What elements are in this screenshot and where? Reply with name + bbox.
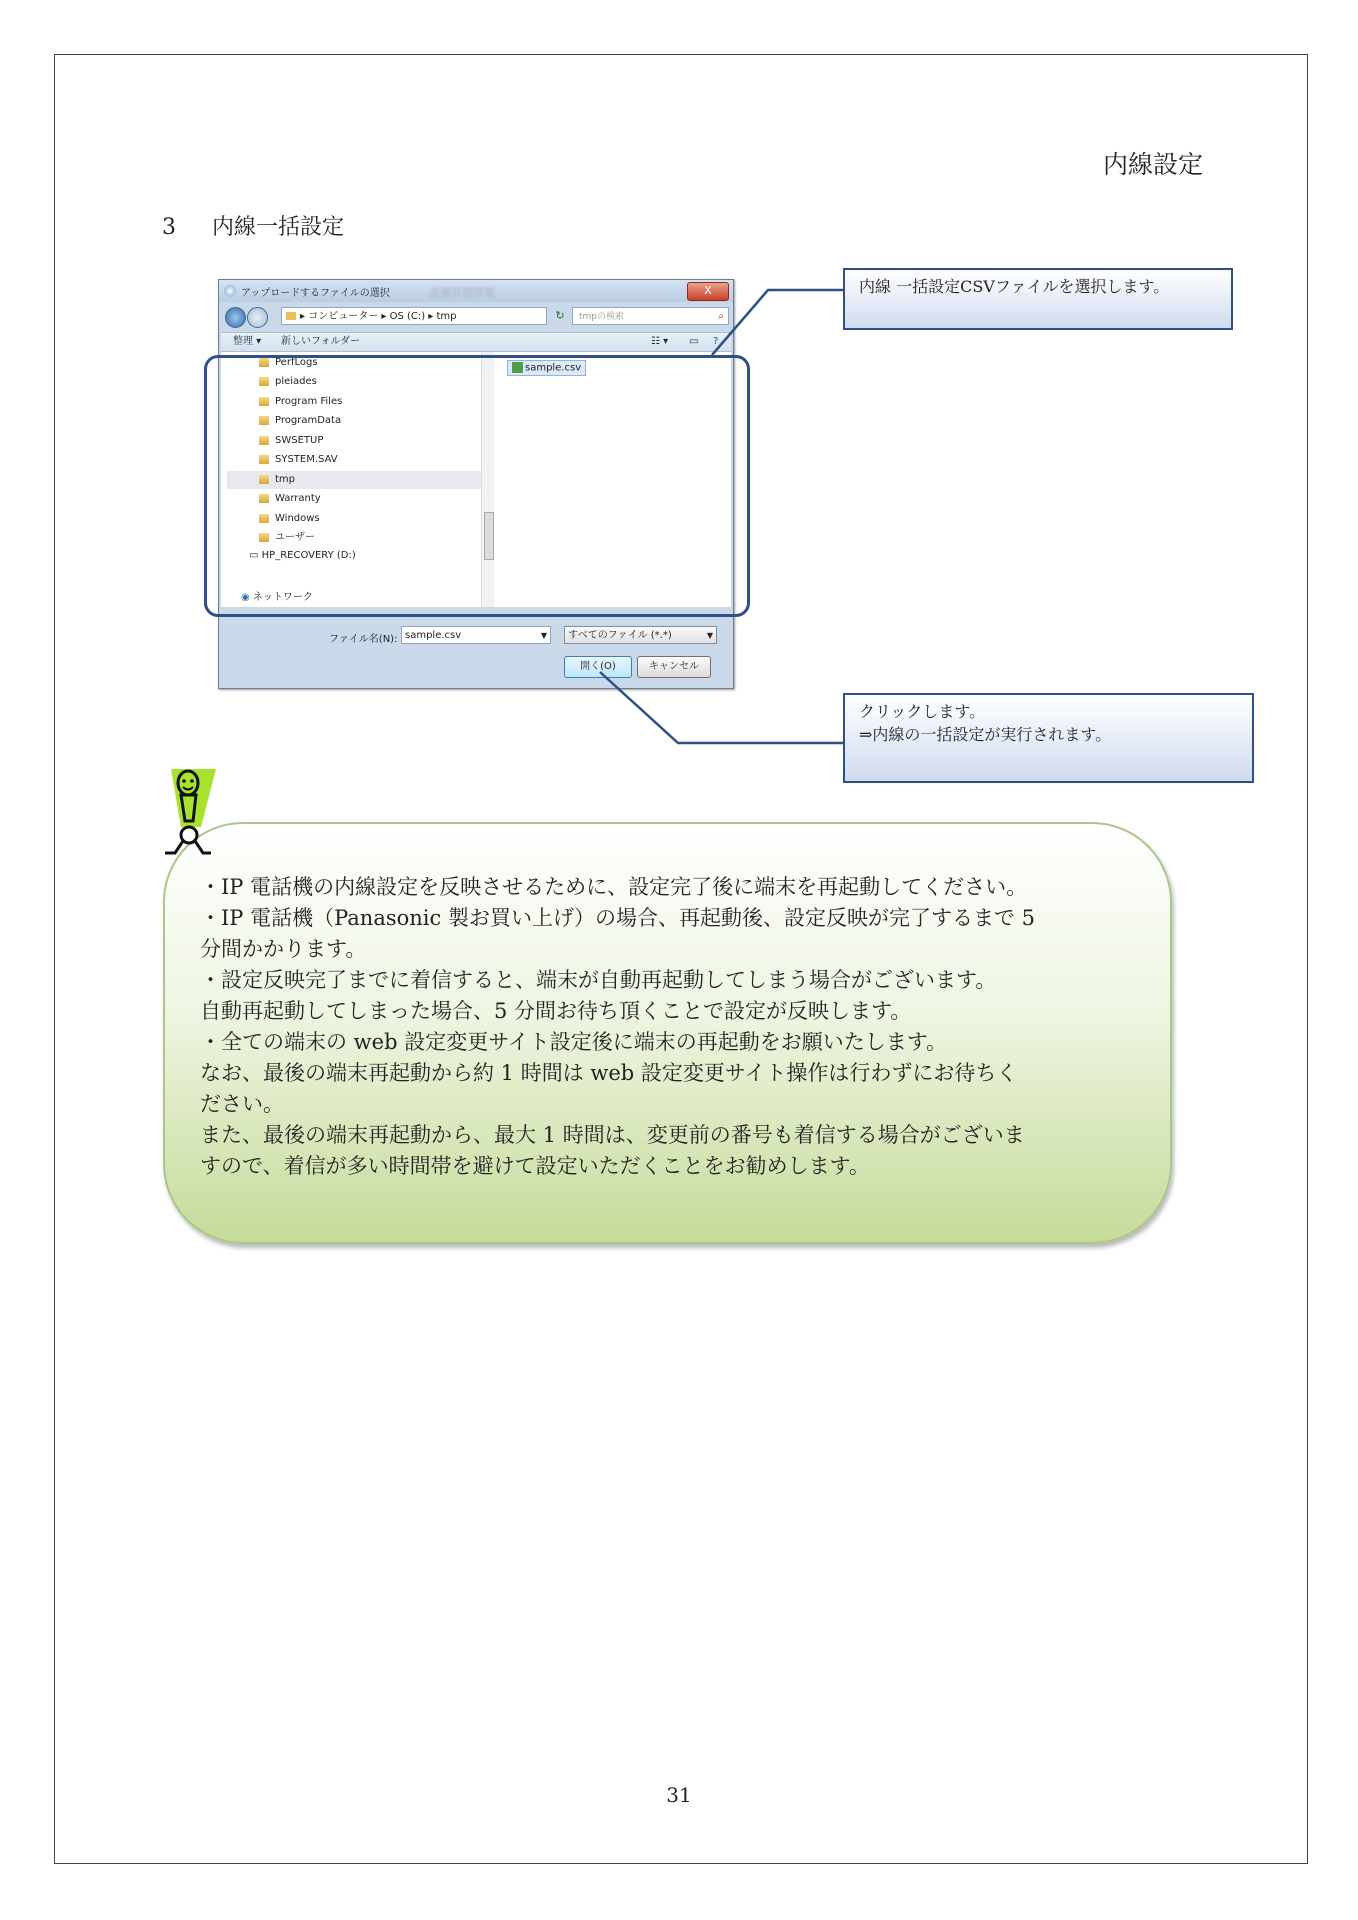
note-line: すので、着信が多い時間帯を避けて設定いただくことをお勧めします。 [200,1154,870,1178]
tree-item[interactable]: pleiades [259,374,317,390]
tree-item[interactable]: SYSTEM.SAV [259,452,338,468]
view-options-icon[interactable]: ☷ ▾ [651,336,669,347]
tree-item[interactable]: PerfLogs [259,355,318,371]
filename-input[interactable]: sample.csv ▼ [401,626,551,644]
refresh-icon[interactable]: ↻ [555,309,565,322]
dialog-blurred-title: 設備管理情報 [429,286,495,299]
search-icon: ⌕ [718,311,724,322]
tree-item[interactable]: ユーザー [259,530,315,546]
tree-item[interactable]: SWSETUP [259,433,323,449]
network-icon: ◉ [241,592,253,603]
tree-item-selected[interactable]: tmp [259,472,295,488]
exclamation-mascot-icon [161,769,221,859]
callout-text: 内線 一括設定CSVファイルを選択します。 [859,277,1170,296]
connector-line-1 [712,290,843,355]
note-line: また、最後の端末再起動から、最大 1 時間は、変更前の番号も着信する場合がございま [200,1123,1025,1147]
drive-item[interactable]: ▭ HP_RECOVERY (D:) [249,550,356,561]
section-heading: 内線一括設定 [212,215,345,240]
search-placeholder: tmpの検索 [579,312,625,322]
address-path: ▸ コンピューター ▸ OS (C:) ▸ tmp [300,311,457,322]
section-number: 3 [162,215,176,240]
note-line: なお、最後の端末再起動から約 1 時間は web 設定変更サイト操作は行わずにお待ちく [200,1061,1018,1085]
preview-pane-icon[interactable]: ▭ [689,336,699,347]
filename-label: ファイル名(N): [329,634,398,645]
help-icon[interactable]: ? [713,336,719,347]
file-item-sample-csv[interactable]: sample.csv [507,360,586,376]
drive-icon: ▭ [249,550,262,561]
organize-menu[interactable]: 整理 ▾ [233,336,262,347]
note-line: ・IP 電話機（Panasonic 製お買い上げ）の場合、再起動後、設定反映が完了するまで 5 [200,906,1035,930]
note-line: 自動再起動してしまった場合、5 分間お待ち頂くことで設定が反映します。 [200,999,912,1023]
tree-item[interactable]: Program Files [259,394,342,410]
chevron-down-icon[interactable]: ▼ [706,631,713,640]
note-line: ・全ての端末の web 設定変更サイト設定後に端末の再起動をお願いたします。 [200,1030,948,1054]
note-line: ・設定反映完了までに着信すると、端末が自動再起動してしまう場合がございます。 [200,968,997,992]
dialog-title: アップロードするファイルの選択 [241,288,390,299]
cancel-button[interactable]: キャンセル [637,656,711,678]
callout-text: ⇒内線の一括設定が実行されます。 [859,725,1112,745]
note-text [200,872,1140,1182]
note-line: ・IP 電話機の内線設定を反映させるために、設定完了後に端末を再起動してください。 [200,875,1028,899]
tree-item[interactable]: Windows [259,511,320,527]
note-line: 分間かかります。 [200,937,367,961]
callout-click [843,693,1254,783]
note-line: ださい。 [200,1092,284,1116]
tree-item[interactable]: Warranty [259,491,321,507]
callout-select-csv [843,268,1233,330]
network-item[interactable]: ◉ ネットワーク [241,592,313,603]
open-button[interactable]: 開く(O) [564,656,632,678]
connector-line-2 [600,672,843,743]
tree-item[interactable]: ProgramData [259,413,341,429]
header-title: 内線設定 [1102,150,1203,179]
callout-text: クリックします。 [859,702,986,721]
page-number: 31 [666,1783,692,1807]
new-folder-button[interactable]: 新しいフォルダー [281,336,361,347]
filetype-select[interactable]: すべてのファイル (*.*) ▼ [564,626,717,644]
close-button[interactable]: X [687,282,729,301]
chevron-down-icon[interactable]: ▼ [540,631,547,640]
